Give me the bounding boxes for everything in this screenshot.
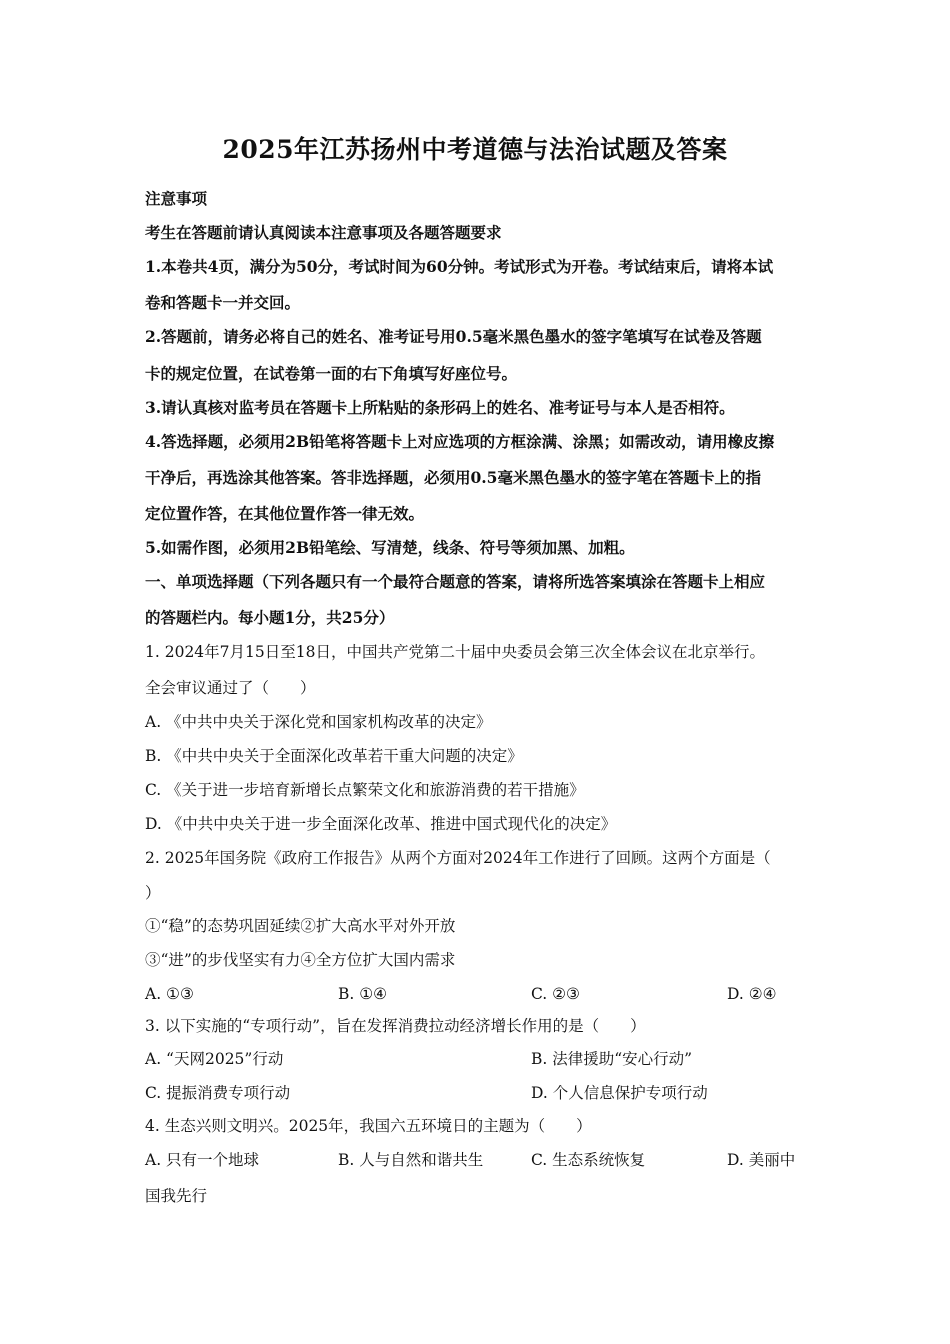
question-2-statements-2: ③“进”的步伐坚实有力④全方位扩大国内需求	[145, 951, 456, 969]
question-3: 3. 以下实施的“专项行动”，旨在发挥消费拉动经济增长作用的是（ ）	[145, 1017, 646, 1035]
notice-item-5: 5.如需作图，必须用2B铅笔绘、写清楚，线条、符号等须加黑、加粗。	[145, 538, 635, 557]
notice-item-1-cont: 卷和答题卡一并交回。	[145, 293, 301, 312]
question-2-cont: ）	[145, 884, 161, 902]
section-heading-cont: 的答题栏内。每小题1分，共25分）	[145, 608, 395, 627]
question-1-option-c: C. 《关于进一步培育新增长点繁荣文化和旅游消费的若干措施》	[145, 781, 585, 799]
question-2-option-b: B. ①④	[338, 985, 388, 1003]
question-1-option-d: D. 《中共中央关于进一步全面深化改革、推进中国式现代化的决定》	[145, 815, 617, 833]
question-4-option-d: D. 美丽中	[727, 1151, 796, 1169]
question-1: 1. 2024年7月15日至18日，中国共产党第二十届中央委员会第三次全体会议在北京举行。	[145, 643, 765, 661]
notice-item-2: 2.答题前，请务必将自己的姓名、准考证号用0.5毫米黑色墨水的签字笔填写在试卷及答题	[145, 327, 762, 346]
question-3-option-a: A. “天网2025”行动	[145, 1050, 284, 1068]
question-2-option-c: C. ②③	[531, 985, 580, 1003]
question-4-option-a: A. 只有一个地球	[145, 1151, 260, 1169]
question-2-option-d: D. ②④	[727, 985, 777, 1003]
question-4-option-c: C. 生态系统恢复	[531, 1151, 646, 1169]
question-4-option-d-cont: 国我先行	[145, 1187, 208, 1205]
notice-item-3: 3.请认真核对监考员在答题卡上所粘贴的条形码上的姓名、准考证号与本人是否相符。	[145, 398, 735, 417]
question-2-statements-1: ①“稳”的态势巩固延续②扩大高水平对外开放	[145, 917, 456, 935]
question-4: 4. 生态兴则文明兴。2025年，我国六五环境日的主题为（ ）	[145, 1117, 592, 1135]
notice-item-4-cont2: 定位置作答，在其他位置作答一律无效。	[145, 504, 425, 523]
section-heading: 一、单项选择题（下列各题只有一个最符合题意的答案，请将所选答案填涂在答题卡上相应	[145, 572, 766, 591]
notice-heading: 注意事项	[145, 189, 208, 208]
question-4-option-b: B. 人与自然和谐共生	[338, 1151, 484, 1169]
question-3-option-c: C. 提振消费专项行动	[145, 1084, 291, 1102]
notice-item-4-cont: 干净后，再选涂其他答案。答非选择题，必须用0.5毫米黑色墨水的签字笔在答题卡上的指	[145, 468, 761, 487]
notice-intro: 考生在答题前请认真阅读本注意事项及各题答题要求	[145, 223, 502, 242]
question-2-option-a: A. ①③	[145, 985, 194, 1003]
notice-item-1: 1.本卷共4页，满分为50分，考试时间为60分钟。考试形式为开卷。考试结束后，请将本试	[145, 257, 774, 276]
question-3-option-b: B. 法律援助“安心行动”	[531, 1050, 693, 1068]
question-2: 2. 2025年国务院《政府工作报告》从两个方面对2024年工作进行了回顾。这两个方面是（	[145, 849, 771, 867]
question-1-cont: 全会审议通过了（ ）	[145, 679, 316, 697]
question-1-option-b: B. 《中共中央关于全面深化改革若干重大问题的决定》	[145, 747, 523, 765]
page-title: 2025年江苏扬州中考道德与法治试题及答案	[222, 135, 728, 164]
notice-item-2-cont: 卡的规定位置，在试卷第一面的右下角填写好座位号。	[145, 364, 518, 383]
question-1-option-a: A. 《中共中央关于深化党和国家机构改革的决定》	[145, 713, 492, 731]
question-3-option-d: D. 个人信息保护专项行动	[531, 1084, 708, 1102]
notice-item-4: 4.答选择题，必须用2B铅笔将答题卡上对应选项的方框涂满、涂黑；如需改动，请用橡皮擦	[145, 432, 775, 451]
